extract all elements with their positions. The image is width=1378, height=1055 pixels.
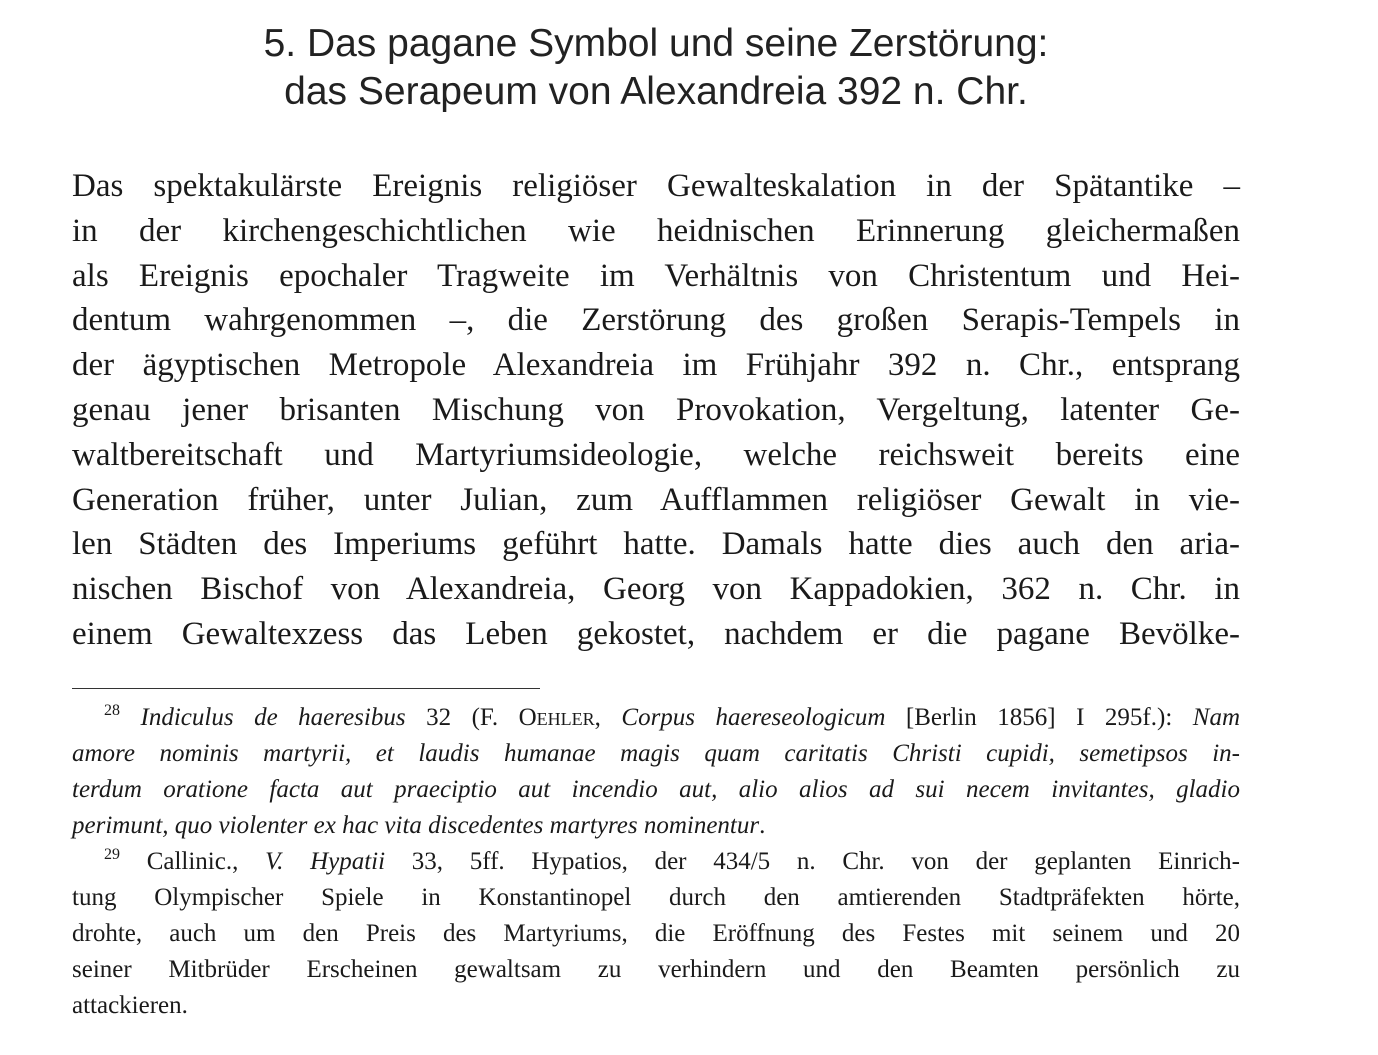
footnote-29-line-4: seiner Mitbrüder Erscheinen gewaltsam zu verhindern und den Beamten persönlich zu [72, 956, 1240, 983]
footnote-28-line-2: amore nominis martyrii, et laudis humanae magis quam caritatis Christi cupidi, semetipsos in- [72, 740, 1240, 767]
footnote-29-line-5: attackieren. [72, 992, 188, 1019]
body-line: nischen Bischof von Alexandreia, Georg von Kappadokien, 362 n. Chr. in [72, 571, 1240, 608]
footnote-28 [72, 700, 1240, 844]
body-line: als Ereignis epochaler Tragweite im Verhältnis von Christentum und Hei- [72, 257, 1240, 294]
footnote-text: Callinic., [120, 848, 266, 875]
footnote-number: 29 [104, 846, 120, 863]
footnote-author: Oehler [518, 704, 595, 731]
body-line: Generation früher, unter Julian, zum Aufflammen religiöser Gewalt in vie- [72, 481, 1240, 518]
body-line: dentum wahrgenommen –, die Zerstörung des großen Serapis-Tempels in [72, 302, 1240, 339]
footnote-text: . [759, 812, 766, 839]
footnote-29-line-3: drohte, auch um den Preis des Martyriums, die Eröffnung des Festes mit seinem und 20 [72, 920, 1240, 947]
body-paragraph [72, 164, 1240, 657]
footnote-29-line-1 [72, 844, 1240, 880]
chapter-heading [72, 0, 1240, 116]
footnotes [72, 700, 1240, 1024]
footnote-separator [72, 688, 540, 689]
footnote-number: 28 [104, 702, 120, 719]
footnote-quote: Nam [1192, 704, 1241, 731]
body-line: Das spektakulärste Ereignis religiöser Gewalteskalation in der Spätantike – [72, 168, 1240, 204]
footnote-29-line-2: tung Olympischer Spiele in Konstantinopel durch den amtierenden Stadtpräfekten hörte, [72, 884, 1240, 911]
body-line: len Städten des Imperiums geführt hatte. Damals hatte dies auch den aria- [72, 526, 1240, 563]
footnote-work: Corpus haereseologicum [621, 704, 886, 731]
footnote-28-line-3: terdum oratione facta aut praeciptio aut incendio aut, alio alios ad sui necem invitantes, gladio [72, 776, 1240, 803]
page [72, 0, 1241, 1019]
body-line: waltbereitschaft und Martyriumsideologie, welche reichsweit bereits eine [72, 436, 1240, 473]
chapter-heading-line-1: 5. Das pagane Symbol und seine Zerstörung: [263, 22, 1049, 65]
body-line: in der kirchengeschichtlichen wie heidnischen Erinnerung gleichermaßen [72, 212, 1240, 249]
chapter-heading-line-2: das Serapeum von Alexandreia 392 n. Chr. [284, 70, 1028, 113]
body-line: einem Gewaltexzess das Leben gekostet, nachdem er die pagane Bevölke- [72, 615, 1240, 652]
footnote-29 [72, 844, 1240, 1024]
footnote-quote: perimunt, quo violenter ex hac vita discedentes martyres nominentur [72, 812, 760, 839]
body-line: der ägyptischen Metropole Alexandreia im Frühjahr 392 n. Chr., entsprang [72, 347, 1240, 384]
footnote-work: V. Hypatii [265, 848, 386, 875]
footnote-text: 33, 5ff. Hypatios, der 434/5 n. Chr. von der geplanten Einrich- [385, 848, 1241, 875]
footnote-text: [Berlin 1856] I 295f.): [885, 704, 1193, 731]
footnote-text: 32 (F. [405, 704, 519, 731]
footnote-title: Indiculus de haeresibus [140, 704, 406, 731]
body-line: genau jener brisanten Mischung von Provokation, Vergeltung, latenter Ge- [72, 391, 1240, 428]
footnote-text: , [594, 704, 622, 731]
footnote-28-line-4 [72, 808, 1240, 844]
footnote-28-line-1 [72, 700, 1240, 736]
